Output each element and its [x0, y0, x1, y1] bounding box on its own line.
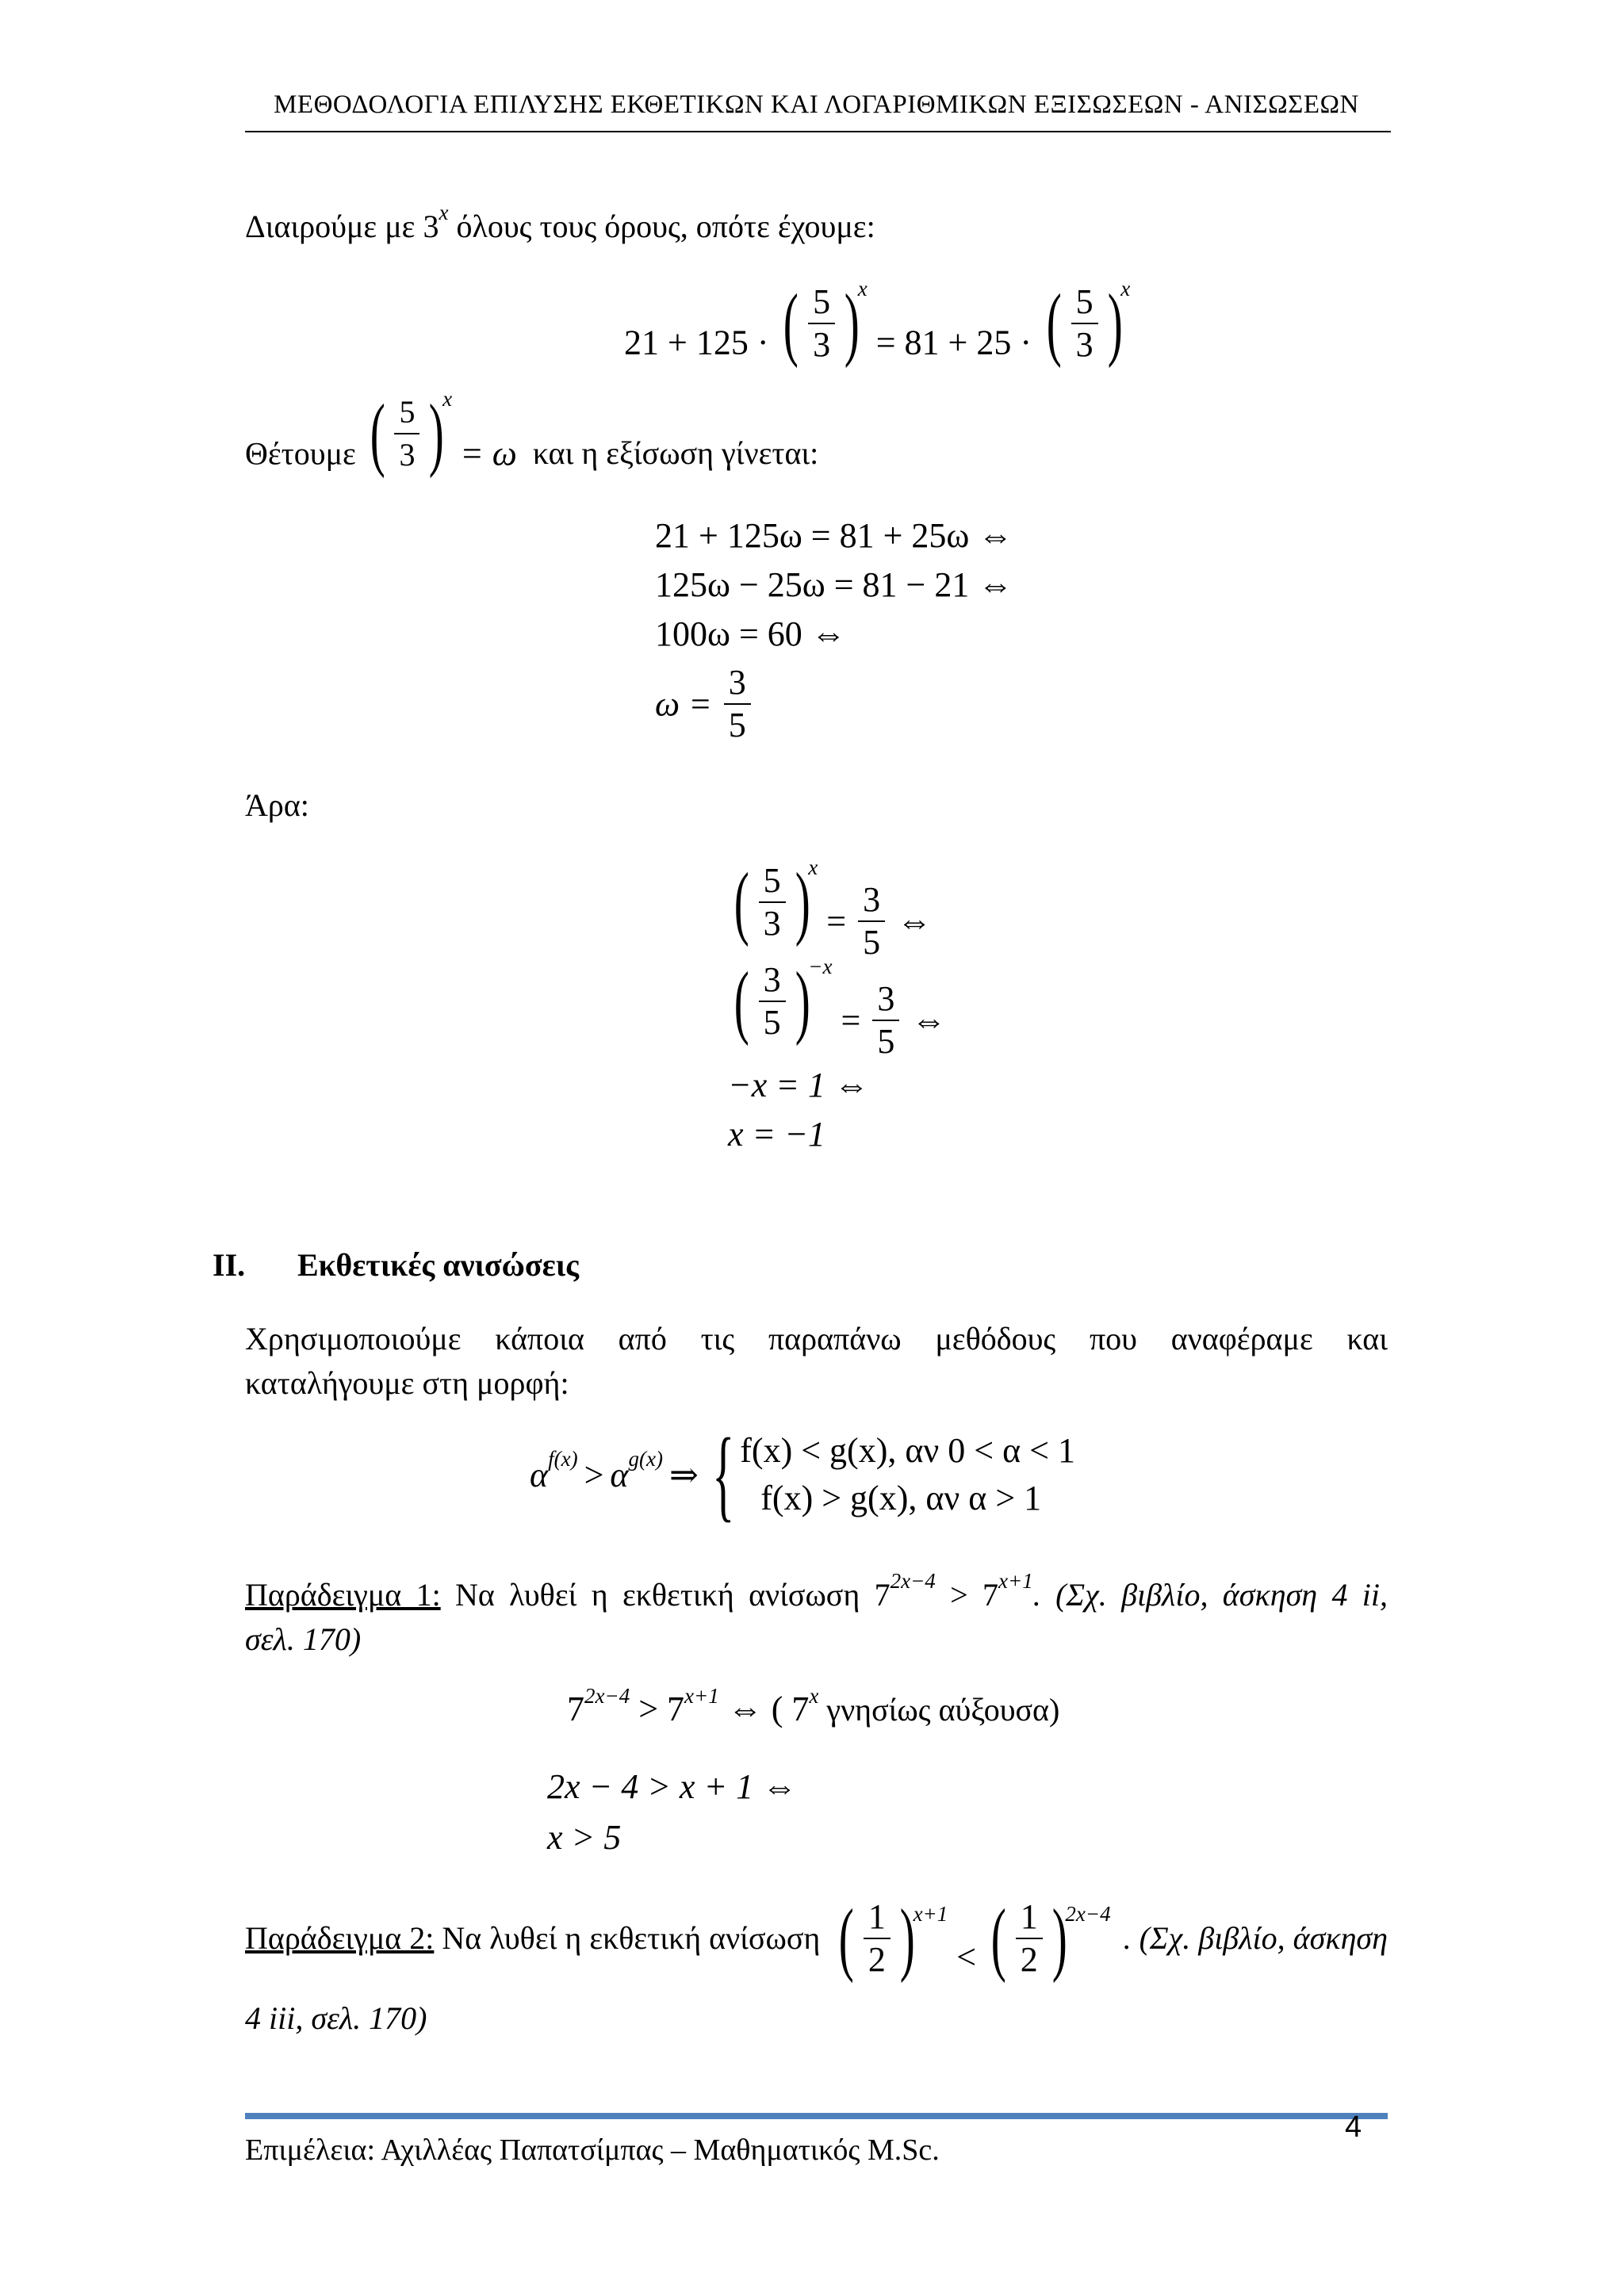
rule-lhs-exp: f(x)	[548, 1446, 578, 1471]
s2l2-den: 5	[763, 1003, 781, 1042]
ex1-s1-note-a: ⇔ ( 7	[718, 1689, 810, 1728]
substitution-line	[245, 387, 819, 479]
steps2-lines-3-4	[728, 1061, 869, 1159]
example1-exp2: x+1	[998, 1569, 1033, 1593]
substitution-equals: = ω	[460, 434, 517, 473]
intro-text-before: Διαιρούμε με 3	[245, 209, 439, 244]
example2-line-1	[245, 1892, 1388, 1984]
s2l1-exp: x	[808, 855, 818, 879]
ex1-s1-note-exp: x	[809, 1684, 819, 1708]
s2l1-den: 3	[763, 904, 781, 943]
eq1-power-2: ( $\frac{5}{3}$ ) x	[1046, 277, 1131, 369]
page-header: ΜΕΘΟΔΟΛΟΓΙΑ ΕΠΙΛΥΣΗΣ ΕΚΘΕΤΙΚΩΝ ΚΑΙ ΛΟΓΑΡΙΘΜΙΚΩΝ ΕΞΙΣΩΣΕΩΝ - ΑΝΙΣΩΣΕΩΝ	[274, 90, 1359, 119]
example2-text: Να λυθεί η εκθετική ανίσωση	[434, 1920, 821, 1956]
s2l1-rhs-den: 5	[863, 922, 881, 962]
example2-label: Παράδειγμα 2:	[245, 1920, 435, 1956]
s2l1-rhs-num: 3	[858, 879, 885, 922]
steps2-line-2: ( $\frac{3}{5}$ ) −x = $\frac{3}{5}$ ⇔	[733, 955, 947, 1061]
ara-label: Άρα:	[245, 787, 309, 823]
header-rule	[245, 131, 1391, 132]
s2l2-rhs-den: 5	[877, 1021, 895, 1061]
steps-1	[655, 511, 1013, 659]
ex2-exp-1: x+1	[913, 1902, 948, 1926]
substitution-exp: x	[442, 387, 453, 411]
example1-steps	[547, 1762, 797, 1863]
ex1-s1-gt: > 7	[630, 1689, 685, 1728]
ex2-num-2: 1	[1016, 1896, 1043, 1939]
rule-formula	[530, 1418, 1075, 1532]
substitution-power: ( $\frac{5}{3}$ ) x	[370, 387, 453, 479]
s2l2-iff: ⇔	[911, 1001, 947, 1040]
rule-rhs: α	[610, 1455, 629, 1494]
ex1-s1-note-b: γνησίως αύξουσα)	[818, 1692, 1060, 1728]
example1-ref-2: σελ. 170)	[245, 1621, 362, 1657]
steps1-line-3: 100ω = 60 ⇔	[655, 614, 846, 653]
section-text-line-1: Χρησιμοποιούμε κάποια από τις παραπάνω μεθόδους που αναφέραμε και	[245, 1321, 1388, 1357]
rule-brace: {	[712, 1418, 735, 1532]
steps1-final-num: 3	[724, 662, 751, 705]
ex2-den-1: 2	[868, 1940, 886, 1979]
eq1-left: 21 + 125 ·	[624, 323, 769, 362]
rule-case-1: f(x) < g(x), αν 0 < α < 1	[740, 1431, 1075, 1470]
steps2-line-4: x = −1	[728, 1115, 825, 1154]
steps1-final-lhs: ω =	[655, 684, 712, 724]
ex1-step-3: x > 5	[547, 1818, 622, 1857]
ex2-den-2: 2	[1020, 1940, 1038, 1979]
page-number: 4	[1345, 2110, 1362, 2144]
example2-ref-1: . (Σχ. βιβλίο, άσκηση	[1123, 1920, 1388, 1956]
ex2-exp-2: 2x−4	[1065, 1902, 1111, 1926]
steps1-final-den: 5	[728, 706, 746, 744]
example1-text: Να λυθεί η εκθετική ανίσωση	[440, 1577, 875, 1613]
steps1-final	[655, 662, 754, 746]
rule-case-2: f(x) > g(x), αν α > 1	[760, 1479, 1042, 1517]
example1-ref-1: . (Σχ. βιβλίο, άσκηση 4 ii,	[1032, 1577, 1388, 1613]
steps2-line-3: −x = 1 ⇔	[728, 1066, 869, 1104]
steps1-line-2: 125ω − 25ω = 81 − 21 ⇔	[655, 565, 1013, 604]
substitution-den: 3	[399, 437, 416, 473]
substitution-num: 5	[394, 392, 419, 434]
eq1-den-2: 3	[1075, 325, 1094, 364]
steps2-line-1: ( $\frac{5}{3}$ ) x = $\frac{3}{5}$ ⇔	[733, 855, 933, 962]
s2l1-num: 5	[759, 860, 786, 903]
rule-lhs: α	[530, 1455, 549, 1494]
example1-base: 7	[874, 1577, 891, 1613]
section-text-line-2: καταλήγουμε στη μορφή:	[245, 1365, 569, 1401]
rule-implies: ⇒	[668, 1455, 699, 1494]
s2l2-num: 3	[759, 959, 786, 1002]
equation-1	[624, 277, 1131, 369]
s2l2-exp: −x	[808, 955, 833, 978]
substitution-lead: Θέτουμε	[245, 435, 356, 472]
intro-paragraph	[245, 201, 875, 252]
example2-inequality: ( $\frac{1}{2}$ ) x+1 < ( $\frac{1}{2}$ ) 2x−4	[839, 1892, 1111, 1984]
intro-text-after: όλους τους όρους, οπότε έχουμε:	[448, 209, 875, 244]
eq1-den-1: 3	[813, 325, 831, 364]
eq1-mid: = 81 + 25 ·	[875, 323, 1032, 362]
ex1-s1-exp: 2x−4	[584, 1684, 630, 1708]
section-number: ΙΙ.	[213, 1247, 246, 1283]
rule-rhs-exp: g(x)	[628, 1446, 663, 1471]
steps1-line-1: 21 + 125ω = 81 + 25ω ⇔	[655, 516, 1013, 555]
ex1-s1-base: 7	[567, 1689, 584, 1728]
eq1-num-2: 5	[1071, 281, 1098, 324]
footer-rule	[245, 2113, 1388, 2119]
footer-text: Επιμέλεια: Αχιλλέας Παπατσίμπας – Μαθηματικός M.Sc.	[245, 2133, 940, 2167]
example1-line-1	[245, 1569, 1388, 1621]
example1-step-1	[567, 1684, 1060, 1729]
eq1-num-1: 5	[808, 281, 835, 324]
section-title: Εκθετικές ανισώσεις	[297, 1247, 580, 1283]
eq1-exp-1: x	[857, 277, 868, 300]
substitution-tail: και η εξίσωση γίνεται:	[532, 435, 819, 472]
example2-ref-2: 4 iii, σελ. 170)	[245, 2000, 427, 2036]
ex2-num-1: 1	[864, 1896, 891, 1939]
example1-label: Παράδειγμα 1:	[245, 1577, 441, 1613]
rule-gt: >	[584, 1455, 604, 1494]
ex1-s1-exp2: x+1	[684, 1684, 719, 1708]
example1-gt: > 7	[935, 1577, 999, 1613]
eq1-exp-2: x	[1120, 277, 1131, 300]
example1-exp1: 2x−4	[890, 1569, 936, 1593]
intro-exp: x	[439, 201, 449, 224]
eq1-power-1: ( $\frac{5}{3}$ ) x	[783, 277, 868, 369]
ex2-lt: <	[956, 1937, 977, 1976]
s2l2-rhs-num: 3	[872, 978, 899, 1021]
ex1-step-2: 2x − 4 > x + 1 ⇔	[547, 1767, 798, 1806]
s2l1-iff: ⇔	[897, 901, 933, 941]
